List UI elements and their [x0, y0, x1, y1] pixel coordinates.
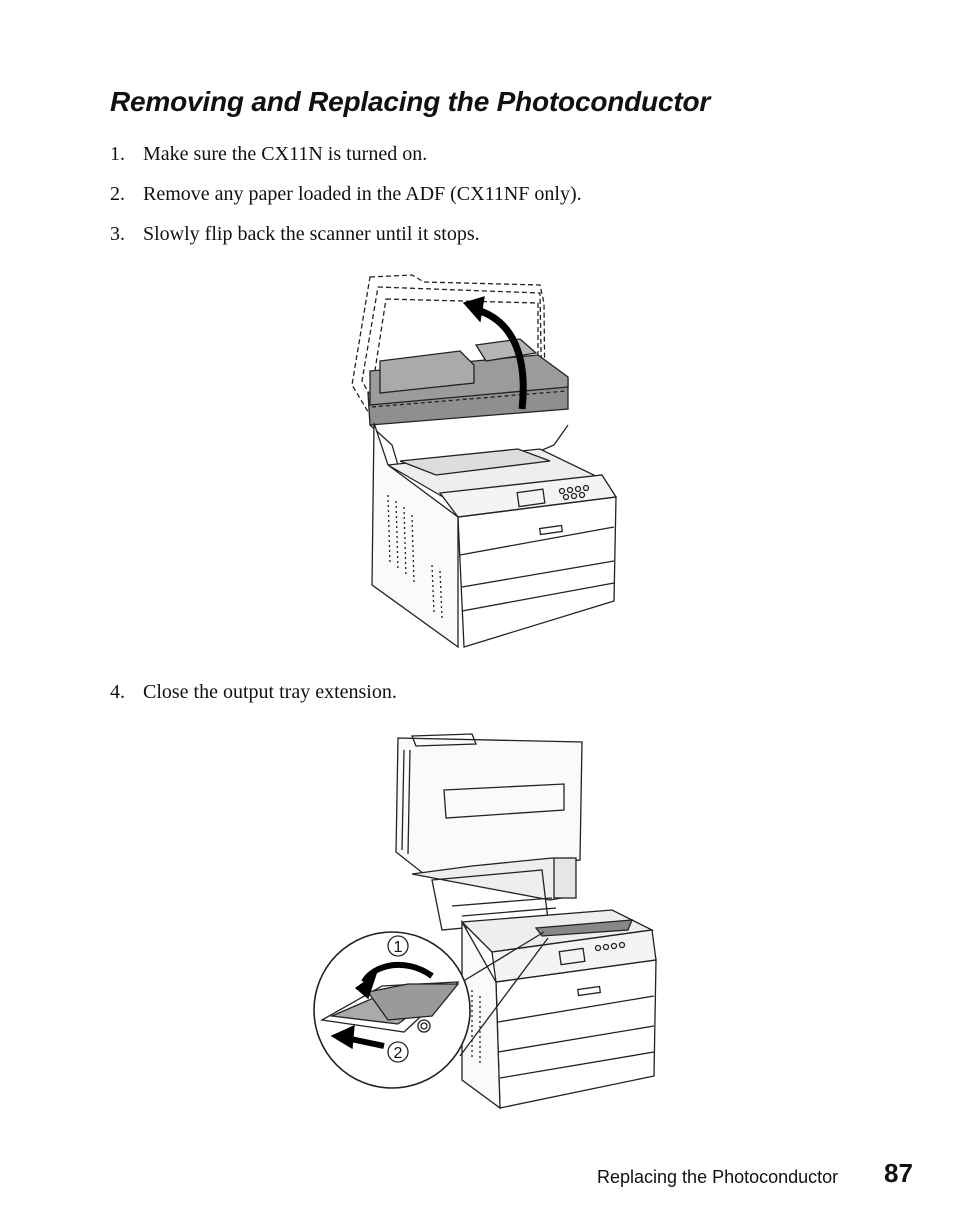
step-3 — [110, 222, 480, 246]
scanner-flip-illustration — [340, 265, 630, 655]
panel-line — [460, 527, 614, 555]
panel-line — [462, 583, 614, 611]
step-4 — [110, 680, 397, 704]
page-number: 87 — [884, 1158, 913, 1188]
step-text: Make sure the CX11N is turned on. — [143, 143, 428, 165]
printer-front — [458, 497, 616, 647]
page-title: Removing and Replacing the Photoconductor — [110, 86, 711, 117]
output-tray-illustration — [312, 730, 662, 1115]
callout-1: 1 — [393, 939, 403, 956]
step-text: Slowly flip back the scanner until it stops. — [143, 223, 480, 245]
step-number: 1. — [110, 143, 125, 165]
step-text: Remove any paper loaded in the ADF (CX11NF only). — [143, 183, 582, 205]
footer-section-label: Replacing the Photoconductor — [597, 1167, 839, 1187]
panel-line — [462, 561, 614, 587]
scanner-lid-open — [396, 738, 582, 874]
side-post — [554, 858, 576, 898]
panel-line — [498, 996, 654, 1078]
front-label — [540, 525, 563, 534]
step-number: 2. — [110, 183, 125, 205]
step-number: 3. — [110, 223, 125, 245]
step-number: 4. — [110, 681, 125, 703]
printer-front — [496, 960, 656, 1108]
bay-rails — [452, 898, 556, 916]
step-text: Close the output tray extension. — [143, 681, 397, 703]
step-1 — [110, 142, 427, 166]
front-label — [578, 986, 601, 995]
callout-2: 2 — [393, 1045, 403, 1062]
step-2 — [110, 182, 582, 206]
